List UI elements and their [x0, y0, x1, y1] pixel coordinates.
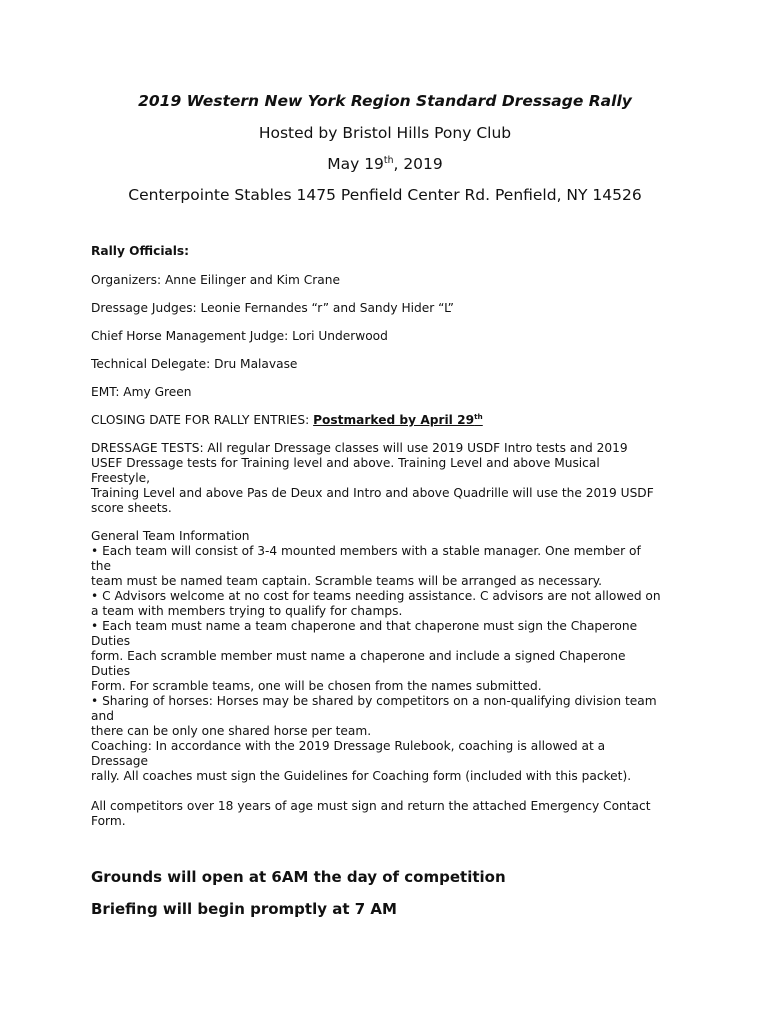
text-line: • C Advisors welcome at no cost for teams needing assistance. C advisors are not allowed on: [91, 589, 661, 603]
closing-date-line: [91, 413, 691, 428]
text-line: form. Each scramble member must name a chaperone and include a signed Chaperone: [91, 649, 626, 663]
closing-date-label: CLOSING DATE FOR RALLY ENTRIES:: [91, 413, 314, 427]
judges-line: Dressage Judges: Leonie Fernandes “r” and Sandy Hider “L”: [91, 301, 454, 315]
postmark-suffix: th: [474, 411, 483, 421]
technical-delegate-line: Technical Delegate: Dru Malavase: [91, 357, 298, 371]
text-line: Freestyle,: [91, 471, 150, 485]
hm-judge-line: Chief Horse Management Judge: Lori Underwood: [91, 329, 388, 343]
event-date-day: May 19: [327, 155, 384, 173]
team-info-heading: General Team Information: [91, 529, 250, 543]
text-line: Training Level and above Pas de Deux and Intro and above Quadrille will use the 2019 USDF: [91, 486, 654, 500]
text-line: the: [91, 559, 112, 573]
competitors-paragraph: [91, 799, 691, 829]
organizers-line: Organizers: Anne Eilinger and Kim Crane: [91, 273, 340, 287]
text-line: Coaching: In accordance with the 2019 Dressage Rulebook, coaching is allowed at a: [91, 739, 606, 753]
document-title: 2019 Western New York Region Standard Dressage Rally: [138, 92, 632, 110]
text-line: Duties: [91, 664, 131, 678]
team-info-paragraph: [91, 529, 691, 784]
text-line: DRESSAGE TESTS: All regular Dressage classes will use 2019 USDF Intro tests and 2019: [91, 441, 628, 455]
text-line: USEF Dressage tests for Training level and above. Training Level and above Musical: [91, 456, 600, 470]
text-line: team must be named team captain. Scramble teams will be arranged as necessary.: [91, 574, 603, 588]
event-date-year: , 2019: [393, 155, 443, 173]
postmark-text: Postmarked by April 29: [313, 413, 475, 427]
text-line: and: [91, 709, 114, 723]
host-club: Hosted by Bristol Hills Pony Club: [258, 124, 512, 142]
text-line: • Each team must name a team chaperone and that chaperone must sign the Chaperone: [91, 619, 638, 633]
text-line: Duties: [91, 634, 131, 648]
text-line: Form.: [91, 814, 126, 828]
event-date: [0, 155, 770, 173]
text-line: • Sharing of horses: Horses may be shared by competitors on a non-qualifying division team: [91, 694, 657, 708]
dressage-tests-paragraph: [91, 441, 691, 516]
text-line: a team with members trying to qualify for champs.: [91, 604, 403, 618]
text-line: Dressage: [91, 754, 149, 768]
emt-line: EMT: Amy Green: [91, 385, 192, 399]
text-line: score sheets.: [91, 501, 172, 515]
text-line: rally. All coaches must sign the Guidelines for Coaching form (included with this packet).: [91, 769, 632, 783]
event-date-suffix: th: [383, 154, 394, 166]
postmark-deadline: [313, 413, 483, 427]
text-line: Form. For scramble teams, one will be chosen from the names submitted.: [91, 679, 542, 693]
text-line: there can be only one shared horse per team.: [91, 724, 372, 738]
event-location: Centerpointe Stables 1475 Penfield Center Rd. Penfield, NY 14526: [128, 186, 642, 204]
officials-heading: Rally Officials:: [91, 244, 190, 258]
briefing-notice: Briefing will begin promptly at 7 AM: [91, 900, 397, 918]
text-line: All competitors over 18 years of age must sign and return the attached Emergency Contact: [91, 799, 651, 813]
text-line: • Each team will consist of 3-4 mounted members with a stable manager. One member of: [91, 544, 641, 558]
grounds-open-notice: Grounds will open at 6AM the day of competition: [91, 868, 506, 886]
